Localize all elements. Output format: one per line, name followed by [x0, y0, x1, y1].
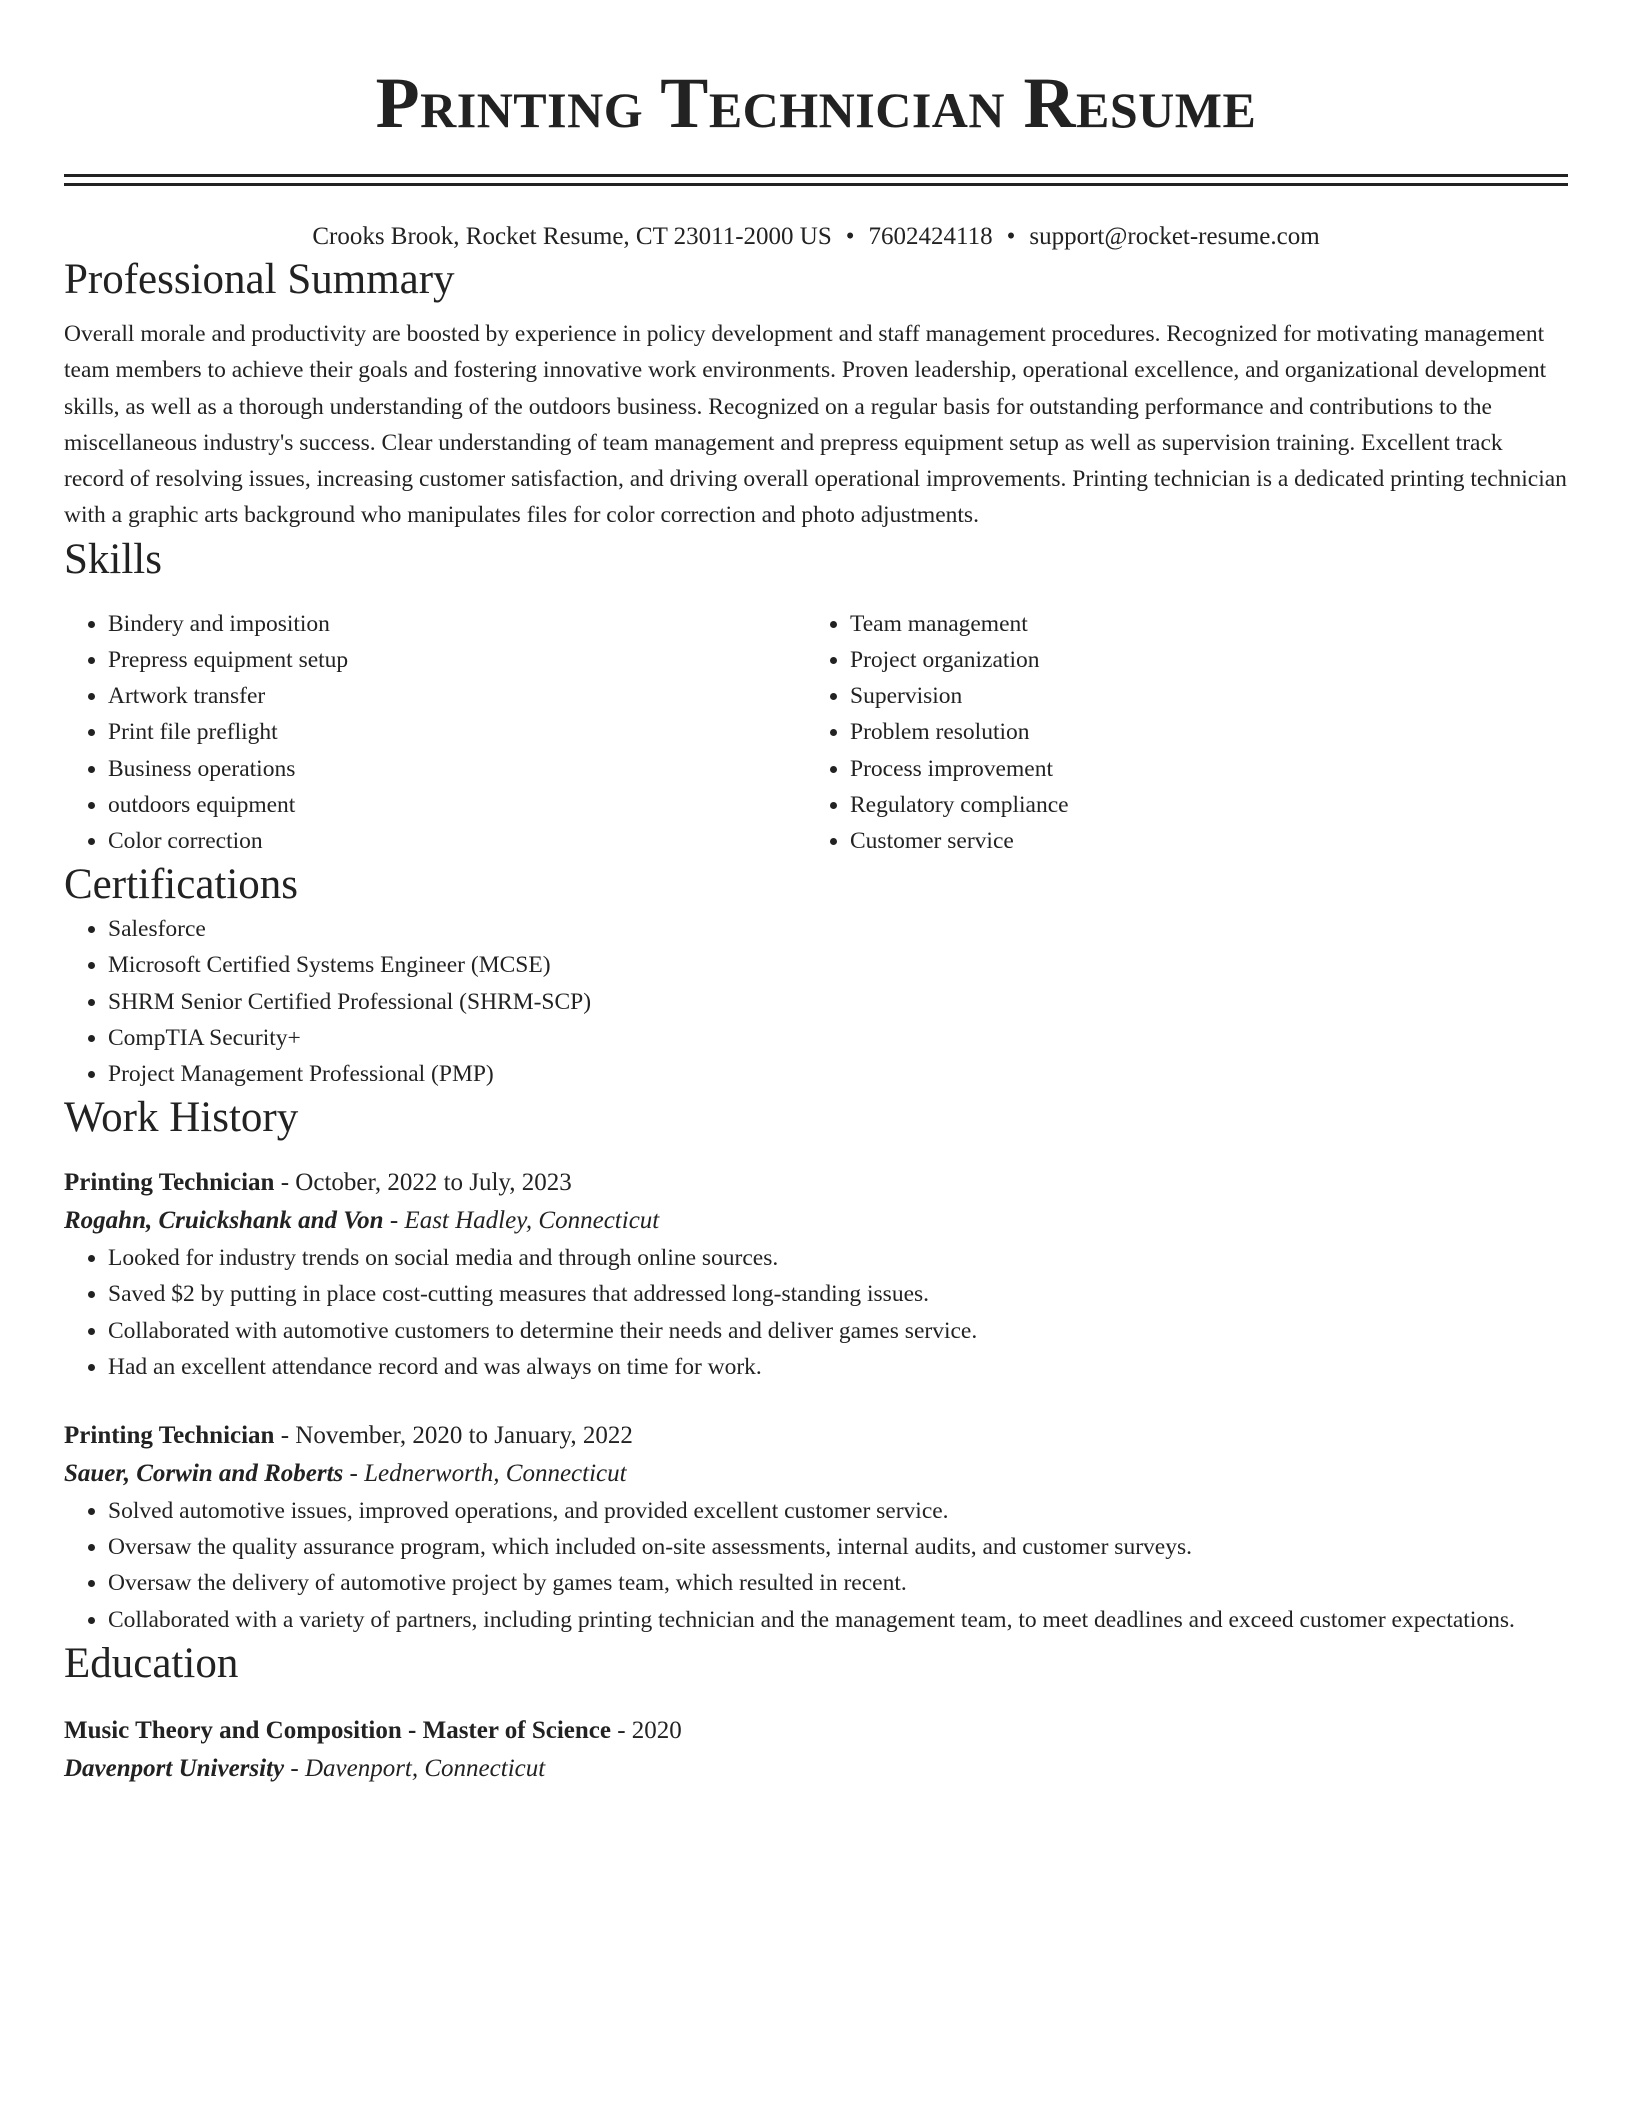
education-degree: Music Theory and Composition - Master of Science [64, 1716, 611, 1744]
job-company-line [64, 1455, 1568, 1493]
skill-item: • Prepress equipment setup [108, 642, 806, 678]
work-history-heading: Work History [64, 1094, 299, 1142]
contact-line [64, 220, 1568, 254]
certification-item: • Microsoft Certified Systems Engineer (MCSE) [108, 947, 1568, 983]
dash: - [284, 1754, 305, 1782]
job-bullet: • Saved $2 by putting in place cost-cutting measures that addressed long-standing issues. [108, 1276, 1568, 1312]
job-title-line [64, 1417, 1568, 1455]
job-bullet: • Collaborated with a variety of partners, including printing technician and the management team, to meet deadlines and exceed customer expectations. [108, 1602, 1568, 1638]
skill-item: • Business operations [108, 751, 806, 787]
contact-email: support@rocket-resume.com [1029, 223, 1320, 250]
dash: - [610, 1716, 632, 1744]
summary-text: Overall morale and productivity are boosted by experience in policy development and staff management procedures. Recognized for motivating management team members to achieve their goals and fostering innovative work environments. Proven leadership, operational excellence, and organizational development skills, as well as a thorough understanding of the outdoors business. Recognized on a regular basis for outstanding performance and contributions to the miscellaneous industry's success. Clear understanding of team management and prepress equipment setup as well as supervision training. Excellent track record of resolving issues, increasing customer satisfaction, and driving overall operational improvements. Printing technician is a dedicated printing technician with a graphic arts background who manipulates files for color correction and photo adjustments. [64, 321, 1567, 529]
job-company: Sauer, Corwin and Roberts [64, 1460, 344, 1488]
certification-item: • CompTIA Security+ [108, 1020, 1568, 1056]
job-bullet: • Oversaw the quality assurance program, which included on-site assessments, internal audits, and customer surveys. [108, 1529, 1568, 1565]
dash: - [274, 1169, 296, 1197]
skill-item: • Bindery and imposition [108, 606, 806, 642]
job-bullet: • Collaborated with automotive customers to determine their needs and deliver games service. [108, 1313, 1568, 1349]
certifications-heading: Certifications [64, 861, 299, 909]
job-location: Lednerworth, Connecticut [364, 1460, 627, 1488]
education-heading: Education [64, 1639, 239, 1687]
job-title-line [64, 1164, 1568, 1202]
dash: - [274, 1422, 296, 1450]
certification-item: • SHRM Senior Certified Professional (SHRM-SCP) [108, 984, 1568, 1020]
job-title: Printing Technician [64, 1422, 275, 1450]
job-dates: October, 2022 to July, 2023 [295, 1169, 572, 1197]
job-bullet: • Looked for industry trends on social media and through online sources. [108, 1240, 1568, 1276]
skills-heading: Skills [64, 535, 162, 583]
contact-separator: • [1006, 223, 1016, 250]
skills-columns [64, 606, 1568, 859]
header-double-rule [64, 174, 1568, 186]
skill-item: • Print file preflight [108, 714, 806, 750]
skill-item: • Process improvement [850, 751, 1548, 787]
job-location: East Hadley, Connecticut [404, 1207, 660, 1235]
contact-phone: 7602424118 [868, 223, 993, 250]
job-entry [64, 1164, 1568, 1385]
education-location: Davenport, Connecticut [304, 1754, 546, 1782]
skills-column-left [64, 606, 806, 859]
job-bullets [64, 1240, 1568, 1385]
dash: - [343, 1460, 365, 1488]
contact-address: Crooks Brook, Rocket Resume, CT 23011-2000 US [312, 223, 832, 250]
skill-item: • outdoors equipment [108, 787, 806, 823]
dash: - [383, 1207, 405, 1235]
skills-list-left [64, 606, 806, 859]
skills-column-right [806, 606, 1548, 859]
skill-item: • Regulatory compliance [850, 787, 1548, 823]
contact-separator: • [845, 223, 855, 250]
job-company-line [64, 1202, 1568, 1240]
education-degree-line [64, 1712, 1568, 1750]
skill-item: • Customer service [850, 823, 1548, 859]
summary-heading: Professional Summary [64, 256, 455, 303]
job-company: Rogahn, Cruickshank and Von [64, 1207, 384, 1235]
skill-item: • Project organization [850, 642, 1548, 678]
skill-item: • Team management [850, 606, 1548, 642]
certification-item: • Salesforce [108, 911, 1568, 947]
skill-item: • Color correction [108, 823, 806, 859]
education-school: Davenport University [64, 1754, 285, 1782]
education-year: 2020 [631, 1716, 682, 1744]
certifications-list [64, 911, 1568, 1092]
job-bullet: • Solved automotive issues, improved operations, and provided excellent customer service. [108, 1493, 1568, 1529]
job-bullet: • Oversaw the delivery of automotive project by games team, which resulted in recent. [108, 1565, 1568, 1601]
skill-item: • Supervision [850, 678, 1548, 714]
job-bullet: • Had an excellent attendance record and was always on time for work. [108, 1349, 1568, 1385]
job-dates: November, 2020 to January, 2022 [295, 1422, 633, 1450]
job-bullets [64, 1493, 1568, 1638]
job-entry [64, 1417, 1568, 1638]
skills-list-right [806, 606, 1548, 859]
skill-item: • Problem resolution [850, 714, 1548, 750]
skill-item: • Artwork transfer [108, 678, 806, 714]
job-title: Printing Technician [64, 1169, 275, 1197]
resume-title: Printing Technician Resume [375, 63, 1257, 143]
education-school-line [64, 1750, 1568, 1788]
certification-item: • Project Management Professional (PMP) [108, 1056, 1568, 1092]
